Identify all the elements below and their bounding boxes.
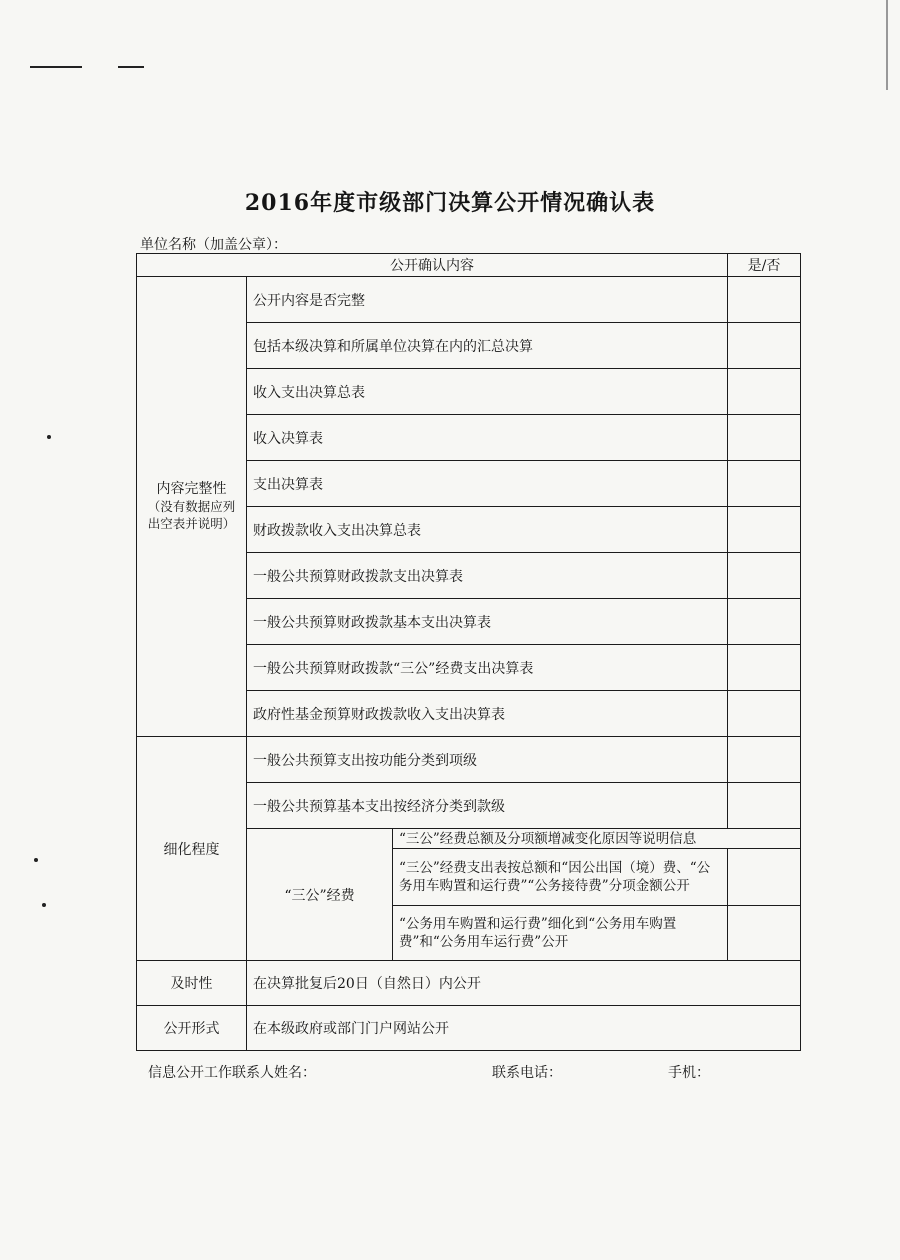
yes-no-cell[interactable] [728, 507, 801, 553]
table-row [137, 1006, 801, 1051]
yes-no-cell[interactable] [728, 369, 801, 415]
item-label: 一般公共预算财政拨款“三公”经费支出决算表 [247, 645, 728, 691]
timeliness-content: 在决算批复后20日（自然日）内公开 [247, 961, 801, 1006]
yes-no-cell[interactable] [728, 906, 801, 961]
table-row [137, 737, 801, 783]
scan-mark [47, 435, 51, 439]
contact-name-label: 信息公开工作联系人姓名： [148, 1065, 316, 1081]
category-completeness [137, 277, 247, 737]
header-yes-no: 是/否 [728, 254, 801, 277]
yes-no-cell[interactable] [728, 461, 801, 507]
form-content: 在本级政府或部门门户网站公开 [247, 1006, 801, 1051]
sangong-label: “三公”经费 [247, 829, 393, 961]
item-label: 一般公共预算支出按功能分类到项级 [247, 737, 728, 783]
document-title: 2016年度市级部门决算公开情况确认表 [244, 190, 656, 216]
item-label: 政府性基金预算财政拨款收入支出决算表 [247, 691, 728, 737]
item-label: 收入支出决算总表 [247, 369, 728, 415]
table-row [137, 277, 801, 323]
mobile-label: 手机： [668, 1065, 710, 1081]
yes-no-cell[interactable] [728, 783, 801, 829]
category-detail: 细化程度 [137, 737, 247, 961]
scan-mark [886, 0, 888, 90]
yes-no-cell[interactable] [728, 645, 801, 691]
scan-mark [30, 66, 82, 68]
yes-no-cell[interactable] [728, 737, 801, 783]
unit-name-label: 单位名称（加盖公章）： [140, 237, 287, 253]
yes-no-cell[interactable] [728, 323, 801, 369]
item-label: 一般公共预算财政拨款支出决算表 [247, 553, 728, 599]
item-label: 一般公共预算财政拨款基本支出决算表 [247, 599, 728, 645]
item-label: “公务用车购置和运行费”细化到“公务用车购置费”和“公务用车运行费”公开 [393, 906, 728, 961]
yes-no-cell[interactable] [728, 415, 801, 461]
yes-no-cell[interactable] [728, 277, 801, 323]
table-row [137, 961, 801, 1006]
phone-label: 联系电话： [492, 1065, 562, 1081]
item-label: 一般公共预算基本支出按经济分类到款级 [247, 783, 728, 829]
table-header-row [137, 254, 801, 277]
item-label: “三公”经费总额及分项额增减变化原因等说明信息 [393, 829, 801, 849]
category-form: 公开形式 [137, 1006, 247, 1051]
item-label: 财政拨款收入支出决算总表 [247, 507, 728, 553]
item-label: 包括本级决算和所属单位决算在内的汇总决算 [247, 323, 728, 369]
confirmation-table [136, 253, 801, 1051]
scan-mark [42, 903, 46, 907]
category-label: 内容完整性 [156, 481, 227, 497]
item-label: 支出决算表 [247, 461, 728, 507]
scan-mark [118, 66, 144, 68]
yes-no-cell[interactable] [728, 849, 801, 906]
yes-no-cell[interactable] [728, 691, 801, 737]
yes-no-cell[interactable] [728, 599, 801, 645]
category-timeliness: 及时性 [137, 961, 247, 1006]
header-content: 公开确认内容 [137, 254, 728, 277]
yes-no-cell[interactable] [728, 553, 801, 599]
category-note: （没有数据应列出空表并说明） [147, 499, 236, 531]
item-label: 公开内容是否完整 [247, 277, 728, 323]
scan-mark [34, 858, 38, 862]
item-label: “三公”经费支出表按总额和“因公出国（境）费、“公务用车购置和运行费”“公务接待费”分项金额公开 [393, 849, 728, 906]
item-label: 收入决算表 [247, 415, 728, 461]
